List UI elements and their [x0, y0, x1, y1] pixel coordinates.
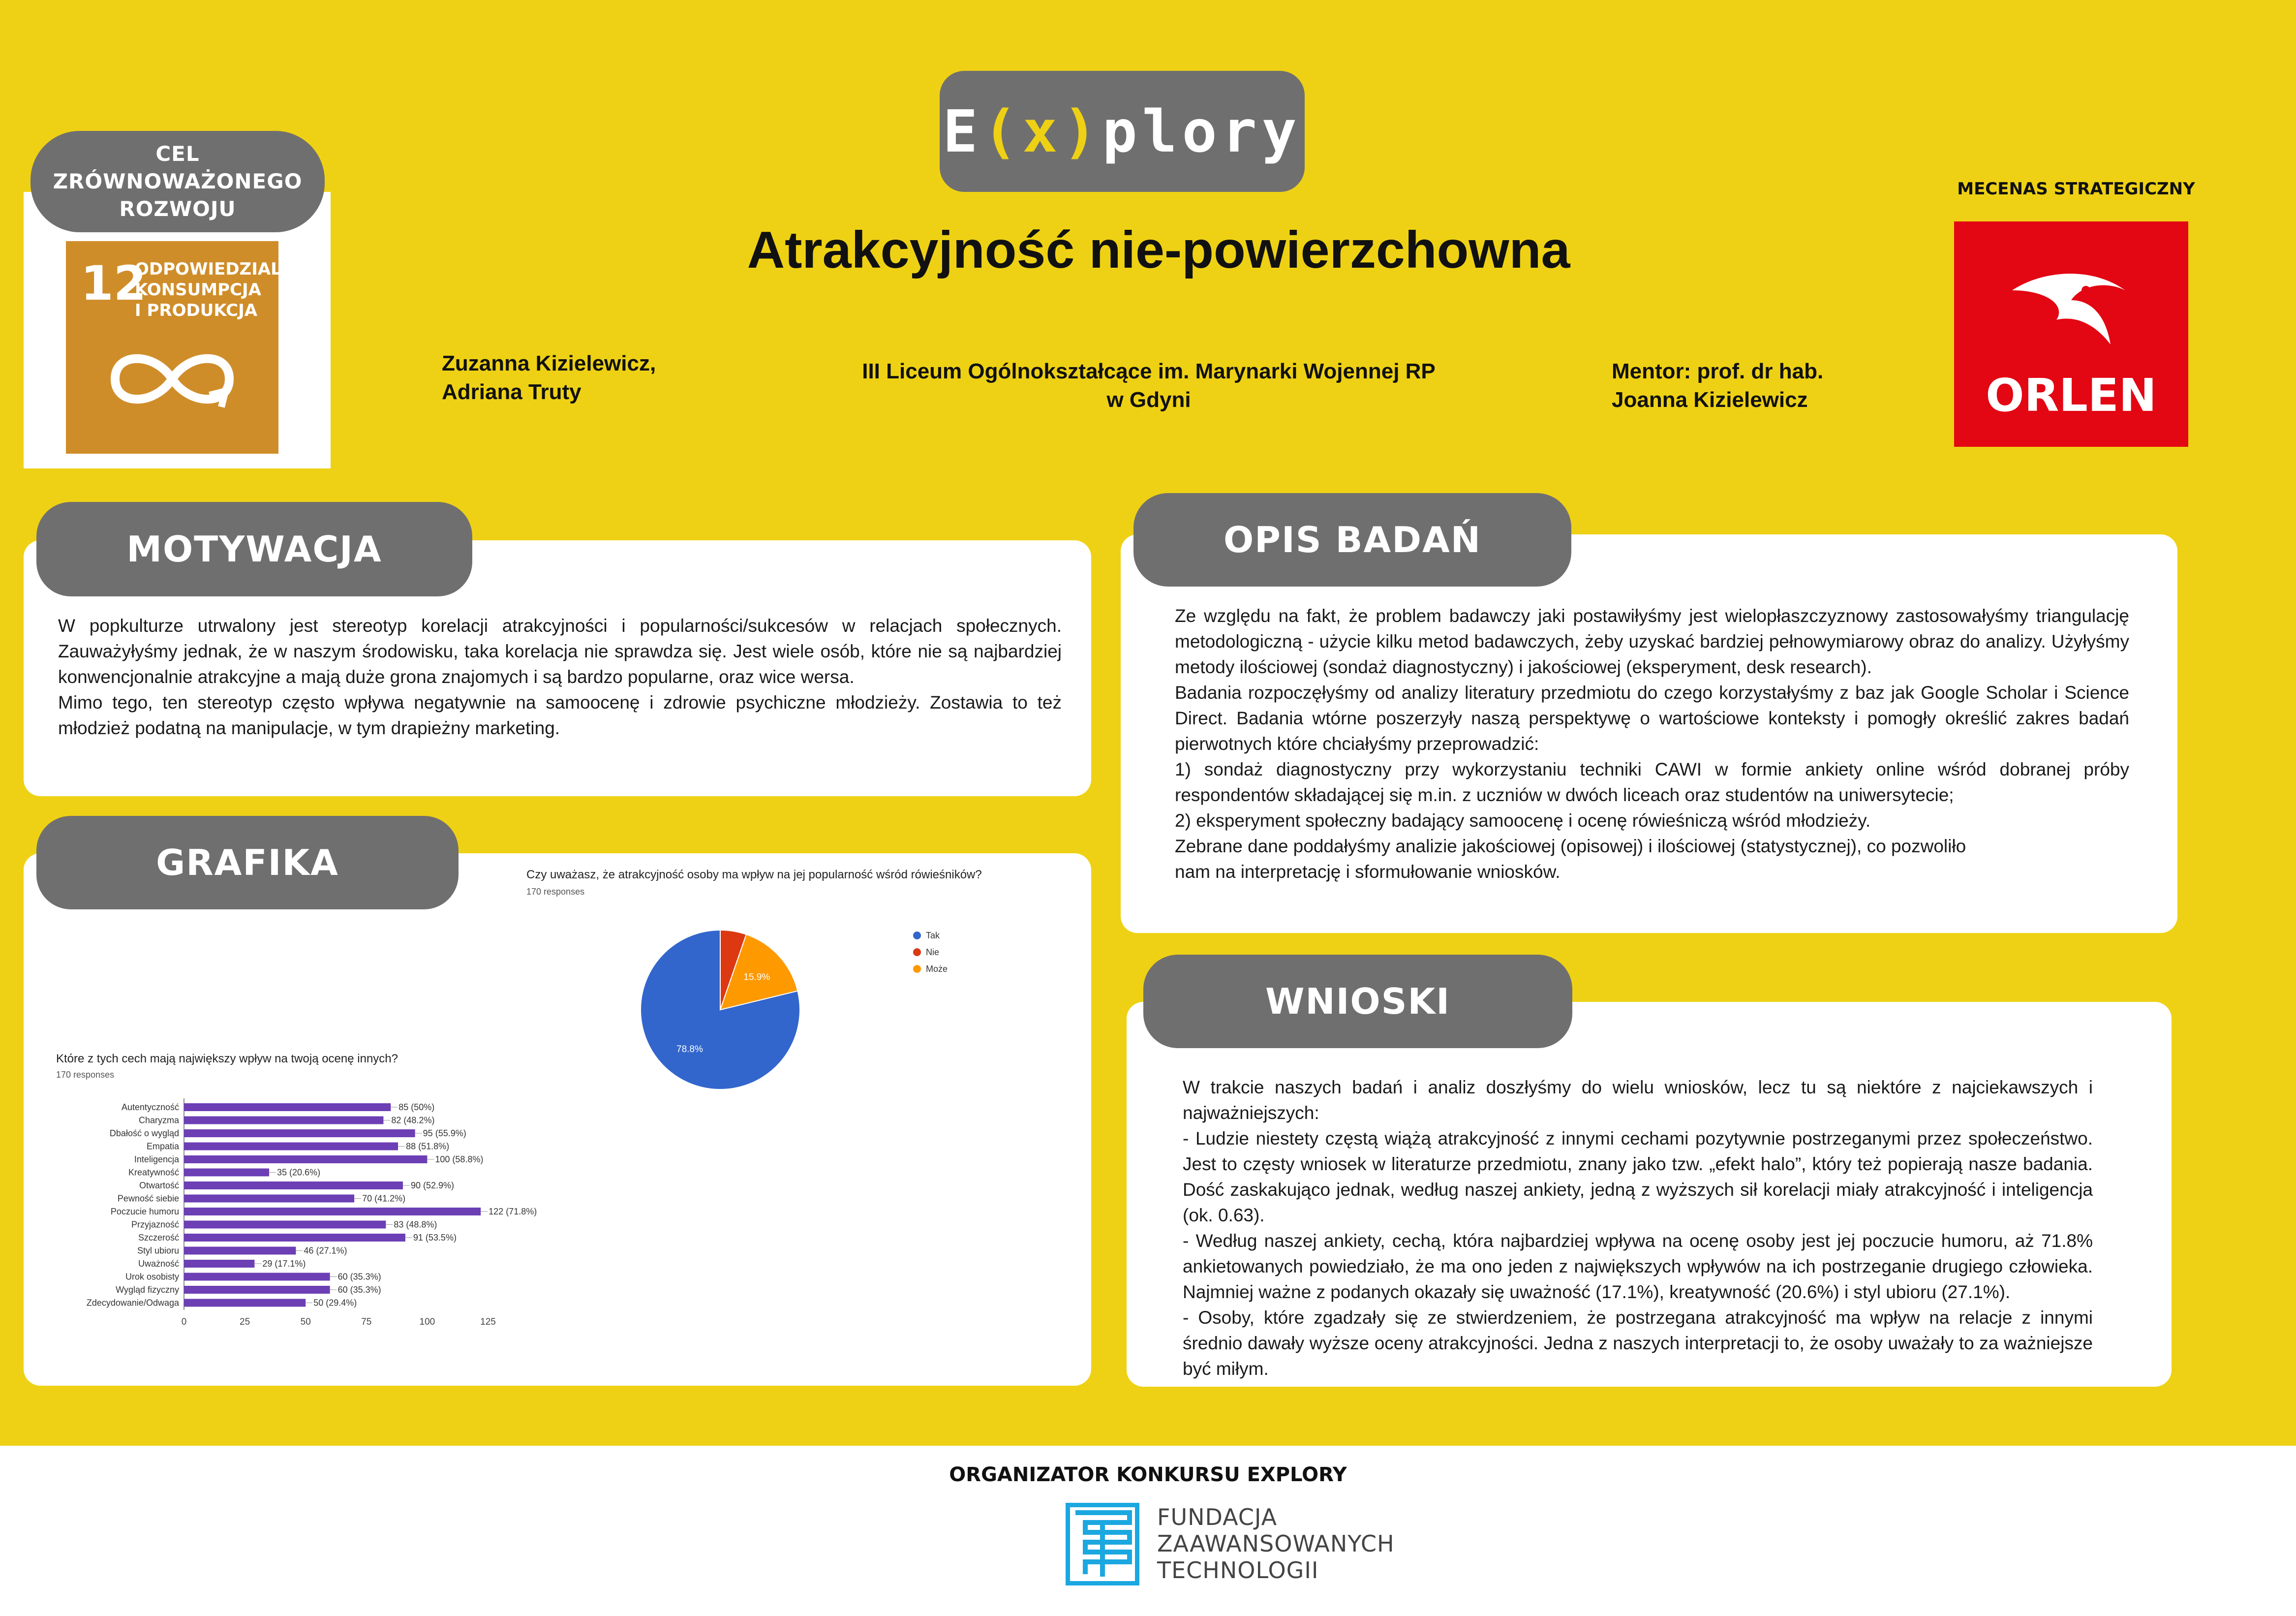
bar-data-label: 35 (20.6%)	[277, 1167, 321, 1178]
logo-suffix: plory	[1102, 97, 1302, 165]
school-line-2: w Gdyni	[1106, 388, 1191, 412]
maze-icon	[1066, 1503, 1139, 1585]
orlen-logo	[1954, 221, 2188, 447]
legend-item-moze	[913, 961, 948, 977]
bar-tick-label: 125	[480, 1317, 496, 1327]
bar-category-label: Uważność	[138, 1259, 179, 1269]
legend-label-tak: Tak	[926, 931, 940, 940]
bar-tick-label: 75	[361, 1317, 372, 1327]
pie-title: Czy uważasz, że atrakcyjność osoby ma wpływ na jej popularność wśród rówieśników?	[526, 868, 982, 881]
bar-subtitle: 170 responses	[56, 1070, 115, 1080]
bar-data-label: 60 (35.3%)	[337, 1285, 381, 1295]
logo-paren-close: )	[1062, 97, 1102, 165]
bar-tick-label: 0	[181, 1317, 187, 1327]
school	[817, 357, 1481, 414]
foundation-line-1: FUNDACJA	[1157, 1504, 1278, 1530]
eagle-icon	[2007, 261, 2135, 359]
bar-category-label: Urok osobisty	[125, 1272, 179, 1282]
logo-prefix: E	[943, 97, 983, 165]
bar-category-label: Charyzma	[138, 1115, 179, 1125]
opis-paragraph-2: Badania rozpoczęłyśmy od analizy literatury przedmiotu do czego korzystałyśmy z baz jak Google Scholar i Science Direct. Badania wtórne poszerzyły naszą perspektywę o wartościowe konteksty i pomogły określić zakres badań pierwotnych które chciałyśmy przeprowadzić:	[1175, 683, 2129, 754]
organizer-label: ORGANIZATOR KONKURSU EXPLORY	[949, 1463, 1347, 1486]
sdg-name-line-2: KONSUMPCJA	[135, 280, 261, 300]
sdg-name-line-3: I PRODUKCJA	[135, 301, 258, 320]
pie-data-label-tak: 78.8%	[676, 1044, 703, 1055]
school-line-1: III Liceum Ogólnokształcące im. Marynarki Wojennej RP	[862, 359, 1436, 383]
bar	[184, 1247, 296, 1255]
bar	[184, 1143, 398, 1150]
bar-category-label: Otwartość	[139, 1181, 179, 1190]
bar-data-label: 90 (52.9%)	[410, 1181, 455, 1190]
poster-title: Atrakcyjność nie-powierzchowna	[747, 221, 1570, 279]
wnioski-paragraph-3: - Według naszej ankiety, cechą, która najbardziej wpływa na ocenę osoby jest jej poczucie humoru, aż 71.8% ankietowanych powiedziało, że ma ono jeden z największych wpływów na ich postrzeganie drugiego człowieka. Najmniej ważne z podanych okazały się uważność (17.1%), kreatywność (20.6%) i styl ubioru (27.1%).	[1183, 1231, 2093, 1302]
bar-data-label: 122 (71.8%)	[489, 1207, 537, 1216]
opis-text	[1175, 603, 2129, 885]
bar-tick-label: 25	[240, 1317, 250, 1327]
mentor-line-2: Joanna Kizielewicz	[1612, 388, 1808, 412]
pie-subtitle: 170 responses	[526, 887, 585, 897]
bar-tick-label: 50	[300, 1317, 311, 1327]
bar-data-label: 91 (53.5%)	[413, 1233, 457, 1243]
sdg-name	[135, 259, 308, 321]
bar	[184, 1195, 354, 1203]
bar-title: Które z tych cech mają największy wpływ na twoją ocenę innych?	[56, 1052, 398, 1065]
bar	[184, 1155, 427, 1163]
opis-heading: OPIS BADAŃ	[1133, 493, 1571, 587]
legend-label-moze: Może	[926, 964, 948, 974]
authors	[442, 349, 656, 406]
bar-category-label: Wygląd fizyczny	[116, 1285, 179, 1295]
bar-chart	[49, 1048, 708, 1343]
bar-data-label: 82 (48.2%)	[391, 1115, 435, 1125]
bar-data-label: 88 (51.8%)	[406, 1141, 450, 1151]
opis-paragraph-4: 2) eksperyment społeczny badający samoocenę i ocenę rówieśniczą wśród młodzieży.	[1175, 810, 1871, 831]
motywacja-text	[58, 613, 1062, 741]
bar-plot	[49, 1048, 708, 1343]
bar-data-label: 70 (41.2%)	[362, 1193, 406, 1204]
explory-logo	[940, 71, 1305, 192]
footer	[0, 1446, 2296, 1616]
bar	[184, 1273, 330, 1281]
bar-category-label: Autentyczność	[121, 1102, 179, 1112]
bar	[184, 1234, 405, 1242]
pie-legend	[913, 927, 948, 977]
legend-item-nie	[913, 944, 948, 961]
wnioski-text	[1183, 1075, 2093, 1382]
legend-dot-nie	[913, 948, 921, 956]
grafika-heading: GRAFIKA	[36, 816, 459, 909]
sdg-name-line-1: ODPOWIEDZIALNA	[135, 259, 308, 279]
bar-category-label: Empatia	[146, 1141, 179, 1151]
bar-category-label: Zdecydowanie/Odwaga	[86, 1298, 179, 1308]
mentor-line-1: Mentor: prof. dr hab.	[1612, 359, 1824, 383]
motywacja-paragraph-2: Mimo tego, ten stereotyp często wpływa negatywnie na samoocenę i zdrowie psychiczne młodzieży. Zostawia to też młodzież podatną na manipulacje, w tym drapieżny marketing.	[58, 692, 1062, 738]
sdg-badge	[31, 131, 325, 232]
bar-data-label: 60 (35.3%)	[337, 1272, 381, 1282]
bar	[184, 1129, 415, 1137]
sdg-badge-line-1: CEL	[155, 142, 200, 166]
logo-x: x	[1022, 97, 1063, 165]
sponsor-label: MECENAS STRATEGICZNY	[1957, 179, 2195, 199]
bar-data-label: 46 (27.1%)	[304, 1245, 347, 1256]
bar-data-label: 85 (50%)	[398, 1102, 435, 1112]
legend-dot-tak	[913, 932, 921, 939]
bar	[184, 1103, 391, 1111]
pie-data-label-może: 15.9%	[743, 972, 770, 983]
wnioski-heading: WNIOSKI	[1143, 955, 1572, 1048]
bar	[184, 1117, 383, 1124]
bar-tick-label: 100	[419, 1317, 435, 1327]
author-2: Adriana Truty	[442, 380, 582, 404]
legend-item-tak	[913, 927, 948, 944]
wnioski-paragraph-4: - Osoby, które zgadzały się ze stwierdzeniem, że postrzegana atrakcyjność ma wpływ na relacje z innymi średnio dawały wyższe oceny atrakcyjności. Jedna z naszych interpretacji to, że osoby uważały to za ważniejsze być miłym.	[1183, 1307, 2093, 1379]
bar	[184, 1299, 306, 1307]
bar	[184, 1208, 481, 1215]
infinity-icon	[100, 337, 244, 421]
author-1: Zuzanna Kizielewicz,	[442, 351, 656, 375]
foundation-logo	[1066, 1503, 1395, 1586]
bar-data-label: 83 (48.8%)	[394, 1219, 437, 1230]
opis-paragraph-3: 1) sondaż diagnostyczny przy wykorzystaniu techniki CAWI w formie ankiety online wśród dobranej próby respondentów składającej się m.in. z uczniów w dwóch liceach oraz studentów na uniwersytecie;	[1175, 759, 2129, 805]
bar-data-label: 29 (17.1%)	[262, 1259, 306, 1269]
bar	[184, 1181, 403, 1189]
legend-dot-moze	[913, 965, 921, 973]
foundation-line-2: ZAAWANSOWANYCH	[1157, 1530, 1395, 1557]
bar-category-label: Poczucie humoru	[110, 1207, 179, 1216]
bar-category-label: Dbałość o wygląd	[109, 1128, 179, 1138]
opis-paragraph-6: nam na interpretację i sformułowanie wniosków.	[1175, 862, 1561, 882]
bar-category-label: Styl ubioru	[137, 1245, 179, 1256]
bar	[184, 1286, 330, 1294]
foundation-name	[1157, 1504, 1395, 1584]
bar-category-label: Pewność siebie	[117, 1193, 179, 1204]
bar-data-label: 50 (29.4%)	[313, 1298, 357, 1308]
sdg-badge-line-2: ZRÓWNOWAŻONEGO	[53, 169, 303, 193]
bar-data-label: 95 (55.9%)	[423, 1128, 466, 1138]
foundation-line-3: TECHNOLOGII	[1157, 1557, 1319, 1584]
logo-paren-open: (	[982, 97, 1023, 165]
mentor	[1612, 357, 1823, 414]
legend-label-nie: Nie	[926, 947, 940, 957]
orlen-wordmark: ORLEN	[1986, 369, 2157, 422]
sdg-badge-line-3: ROZWOJU	[119, 197, 236, 221]
bar	[184, 1169, 269, 1177]
bar-data-label: 100 (58.8%)	[435, 1154, 484, 1164]
motywacja-paragraph-1: W popkulturze utrwalony jest stereotyp korelacji atrakcyjności i popularności/sukcesów w relacjach społecznych. Zauważyłyśmy jednak, że w naszym środowisku, taka korelacja nie sprawdza się. Jest wiele osób, które nie są najbardziej konwencjonalnie atrakcyjne a mają duże grona znajomych i są bardzo popularne, oraz wice wersa.	[58, 616, 1062, 687]
sdg-12-tile	[66, 241, 308, 454]
wnioski-paragraph-1: W trakcie naszych badań i analiz doszłyśmy do wielu wniosków, lecz tu są niektóre z najciekawszych i najważniejszych:	[1183, 1077, 2093, 1123]
bar	[184, 1260, 254, 1268]
bar	[184, 1221, 386, 1229]
bar-category-label: Szczerość	[138, 1233, 179, 1243]
opis-paragraph-1: Ze względu na fakt, że problem badawczy jaki postawiłyśmy jest wielopłaszczyznowy zastosowałyśmy triangulację metodologiczną - użycie kilku metod badawczych, żeby uzyskać bardziej pełnowymiarowy obraz do analizy. Użyłyśmy metody ilościowej (sondaż diagnostyczny) i jakościowej (eksperyment, desk research).	[1175, 606, 2129, 677]
opis-paragraph-5: Zebrane dane poddałyśmy analizie jakościowej (opisowej) i ilościowej (statystycznej), co pozwoliło	[1175, 836, 1966, 856]
bar-category-label: Inteligencja	[134, 1154, 179, 1164]
bar-category-label: Kreatywność	[128, 1167, 179, 1178]
motywacja-heading: MOTYWACJA	[36, 502, 472, 596]
bar-category-label: Przyjazność	[131, 1219, 179, 1230]
sdg-number: 12	[81, 256, 147, 311]
wnioski-paragraph-2: - Ludzie niestety częstą wiążą atrakcyjność z innymi cechami pozytywnie postrzeganymi przez społeczeństwo. Jest to częsty wniosek w literaturze przedmiotu, znany jako tzw. „efekt halo”, który też popierają nasze badania. Dość zaskakująco jednak, według naszej ankiety, jedną z wyższych sił korelacji miały atrakcyjność i inteligencja (ok. 0.63).	[1183, 1128, 2093, 1225]
